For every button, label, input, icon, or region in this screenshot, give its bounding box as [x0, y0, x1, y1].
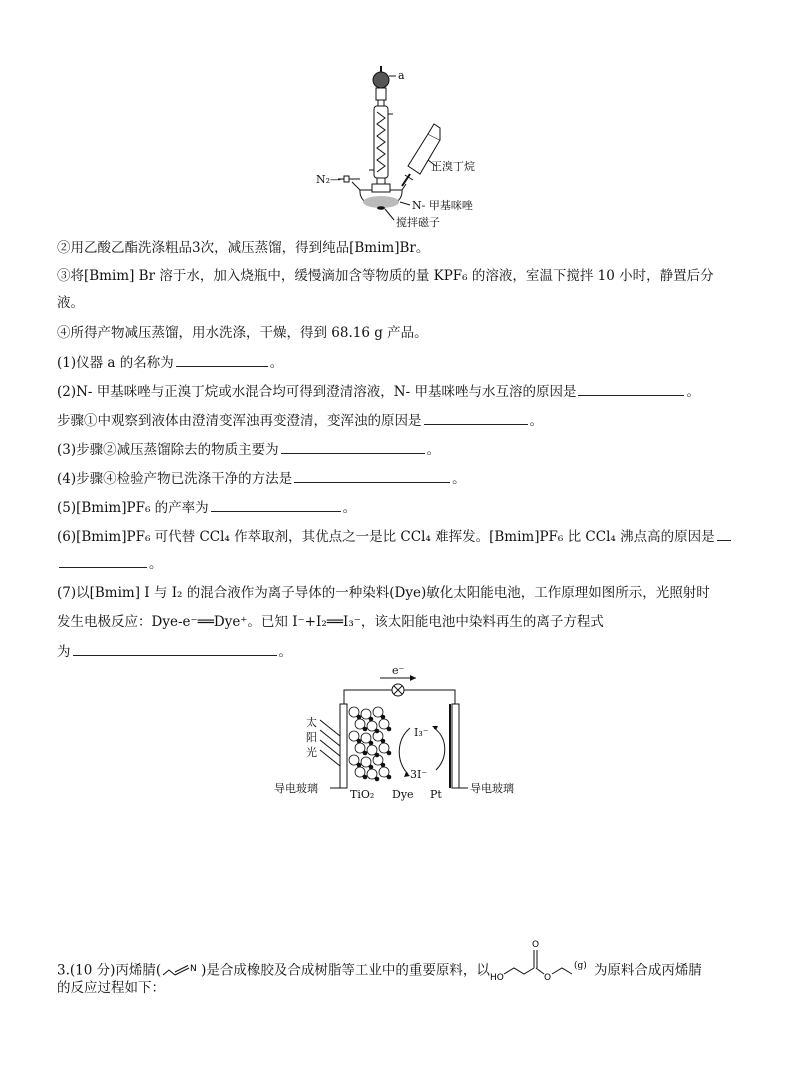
answer-blank[interactable] [281, 439, 425, 454]
answer-blank[interactable] [59, 553, 147, 568]
label-tio2: TiO₂ [350, 788, 375, 801]
label-sun-1: 太 [306, 716, 317, 729]
acrylonitrile-structure [161, 962, 201, 980]
label-triiodide: I₃⁻ [414, 726, 429, 739]
hydroxy-ester-structure [490, 936, 594, 986]
redox-arrow-left [399, 728, 410, 774]
step-3-cont: 液。 [57, 295, 84, 311]
label-sun-3: 光 [306, 746, 317, 759]
question-7-cont: 发生电极反应：Dye-e⁻══Dye⁺。已知 I⁻+I₂══I₃⁻，该太阳能电池中染料再生的离子方程式 [57, 614, 604, 630]
molecule-carbonyl-o: O [531, 940, 540, 950]
label-n2: N₂— [316, 173, 342, 186]
step-2: ②用乙酸乙酯洗涤粗品3次，减压蒸馏，得到纯品[Bmim]Br。 [57, 240, 430, 256]
question-3-header: 3.(10 分)丙烯腈( N )是合成橡胶及合成树脂等工业中的重要原料，以 HO O O (g) 为原料合成丙烯腈 [57, 946, 702, 996]
molecule-gas-state: (g) [573, 961, 587, 971]
question-2-step1: 步骤①中观察到液体由澄清变浑浊再变澄清，变浑浊的原因是 。 [57, 410, 543, 431]
three-neck-flask [352, 182, 406, 210]
step-4: ④所得产物减压蒸馏，用水洗涤，干燥，得到 68.16 g 产品。 [57, 325, 428, 341]
label-dye: Dye [392, 788, 414, 801]
question-6: (6)[Bmim]PF₆ 可代替 CCl₄ 作萃取剂，其优点之一是比 CCl₄ 难挥发。[Bmim]PF₆ 比 CCl₄ 沸点高的原因是 [57, 526, 733, 547]
answer-blank[interactable] [294, 468, 450, 483]
label-glass-left: 导电玻璃 [274, 782, 318, 795]
label-stirrer: 搅拌磁子 [396, 216, 440, 229]
molecule-ho: HO [489, 973, 504, 983]
molecule-ether-o: O [543, 973, 552, 983]
nitrile-n: N [190, 964, 197, 974]
redox-arrow-right [434, 728, 445, 770]
label-methylimidazole: N- 甲基咪唑 [412, 199, 473, 212]
label-bromobutane: 正溴丁烷 [431, 160, 475, 173]
answer-blank[interactable] [73, 641, 277, 656]
question-3-header-cont: 的反应过程如下： [57, 980, 165, 996]
question-5: (5)[Bmim]PF₆ 的产率为 。 [57, 497, 356, 518]
conductive-glass-left [340, 704, 347, 788]
step-3: ③将[Bmim] Br 溶于水，加入烧瓶中，缓慢滴加含等物质的量 KPF₆ 的溶液，室温下搅拌 10 小时，静置后分 [57, 268, 714, 284]
question-3: (3)步骤②减压蒸馏除去的物质主要为 。 [57, 439, 440, 460]
dropping-funnel [402, 124, 440, 186]
answer-blank[interactable] [717, 526, 731, 541]
label-pt: Pt [430, 788, 442, 801]
answer-blank[interactable] [424, 410, 528, 425]
answer-blank[interactable] [211, 497, 341, 512]
answer-blank[interactable] [578, 381, 684, 396]
question-7: (7)以[Bmim] I 与 I₂ 的混合液作为离子导体的一种染料(Dye)敏化太阳能电池，工作原理如图所示，光照射时 [57, 585, 710, 601]
condenser [376, 88, 386, 100]
answer-blank[interactable] [176, 352, 268, 367]
question-1: (1)仪器 a 的名称为 。 [57, 352, 283, 373]
label-sun-2: 阳 [306, 731, 317, 744]
label-electron: e⁻ [392, 664, 405, 677]
question-2: (2)N- 甲基咪唑与正溴丁烷或水混合均可得到澄清溶液，N- 甲基咪唑与水互溶的原因是 。 [57, 381, 700, 402]
apparatus-figure [300, 62, 500, 234]
label-iodide: 3I⁻ [410, 768, 428, 781]
question-4: (4)步骤④检验产物已洗涤干净的方法是 。 [57, 468, 466, 489]
question-6-cont: 。 [57, 553, 163, 574]
drying-tube-bulb [373, 72, 389, 88]
question-7-answer: 为 。 [57, 641, 292, 662]
conductive-glass-right [452, 704, 459, 788]
label-glass-right: 导电玻璃 [470, 782, 514, 795]
label-a: a [398, 69, 405, 82]
solar-cell-figure [268, 664, 530, 808]
